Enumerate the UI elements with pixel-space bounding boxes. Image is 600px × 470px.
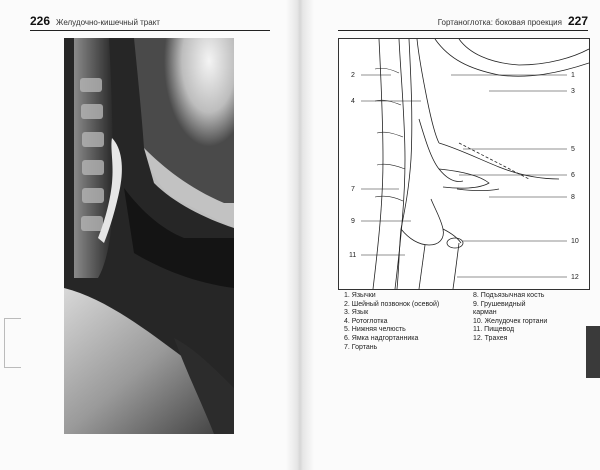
diagram-label-9: 9: [351, 218, 355, 225]
legend-column-right: [463, 292, 592, 362]
thumb-index-tab: [586, 326, 600, 378]
diagram-label-7: 7: [351, 186, 355, 193]
left-running-head: Желудочно-кишечный тракт: [56, 18, 160, 27]
scan-edge-mark: [4, 318, 21, 368]
diagram-label-11: 11: [349, 252, 357, 259]
diagram-label-4: 4: [351, 98, 355, 105]
diagram-label-12: 12: [571, 274, 579, 281]
legend: [338, 292, 592, 362]
right-page-header: [338, 14, 588, 31]
xray-image: [64, 38, 234, 434]
legend-item: 8. Подъязычная кость: [473, 292, 545, 299]
diagram-label-8: 8: [571, 194, 575, 201]
legend-item: 2. Шейный позвонок (осевой): [344, 300, 440, 308]
legend-item: 7. Гортань: [344, 343, 378, 351]
legend-item: 12. Трахея: [473, 334, 508, 342]
legend-item: 11. Пищевод: [473, 326, 515, 334]
left-page: [0, 0, 290, 470]
left-page-header: [30, 14, 270, 31]
diagram-label-1: 1: [571, 72, 575, 79]
legend-item: 4. Ротоглотка: [344, 317, 388, 325]
legend-item: 5. Нижняя челюсть: [344, 326, 406, 334]
anatomy-diagram: [338, 38, 590, 290]
diagram-label-3: 3: [571, 88, 575, 95]
legend-item: 10. Желудочек гортани: [473, 317, 548, 325]
legend-item: 6. Ямка надгортанника: [344, 334, 419, 342]
left-page-number: 226: [30, 14, 51, 28]
legend-column-left: [338, 292, 463, 362]
right-page-number: 227: [567, 14, 588, 28]
legend-item: 3. Язык: [344, 309, 369, 317]
legend-item: 9. Грушевидный карман: [473, 300, 526, 317]
diagram-label-2: 2: [351, 72, 355, 79]
legend-item: 1. Язычки: [344, 292, 376, 299]
right-running-head: Гортаноглотка: боковая проекция: [437, 18, 562, 27]
right-page: [310, 0, 600, 470]
diagram-label-10: 10: [571, 238, 579, 245]
diagram-label-6: 6: [571, 172, 575, 179]
diagram-label-5: 5: [571, 146, 575, 153]
